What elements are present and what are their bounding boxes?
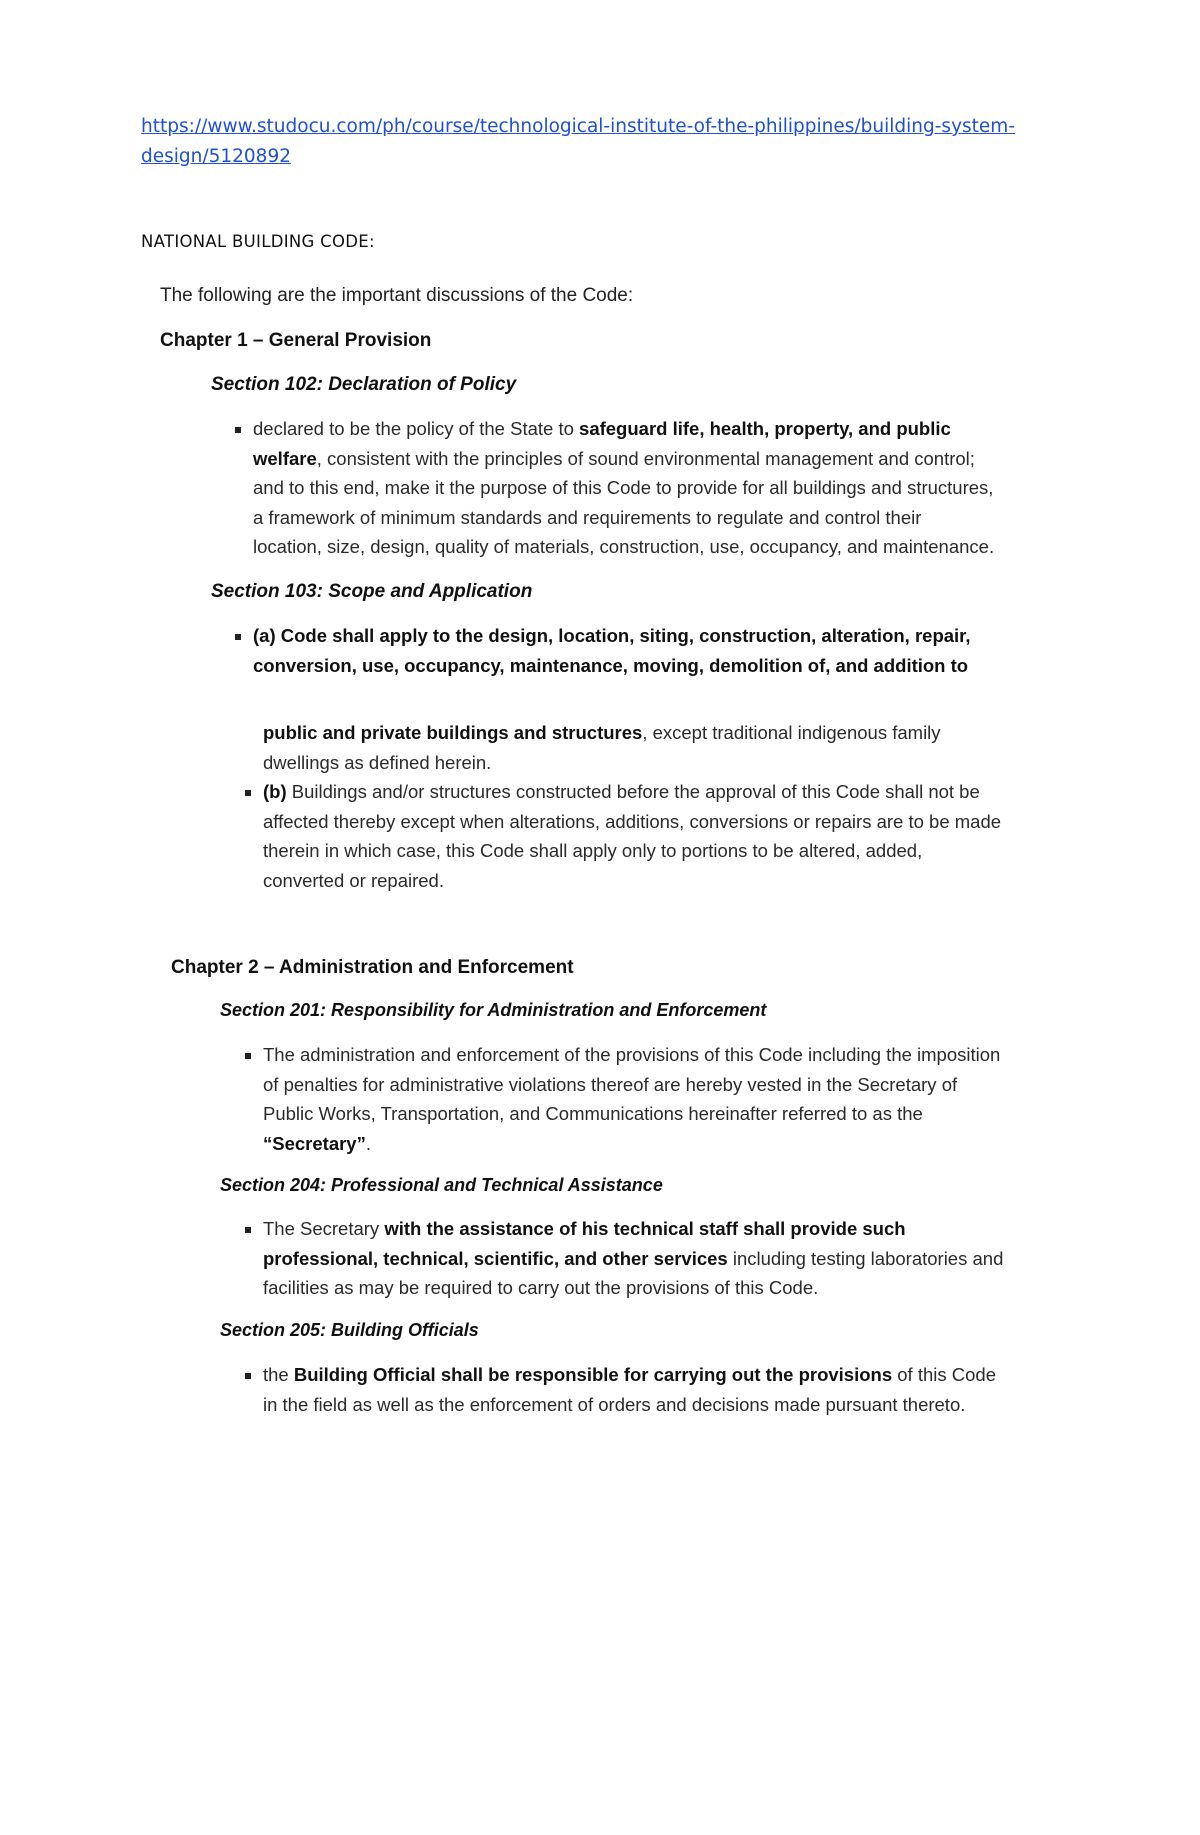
emphasis-text: public and private buildings and structures [263, 722, 643, 743]
text-run: the [263, 1364, 294, 1385]
text-line: in the field as well as the enforcement of orders and decisions made pursuant thereto. [263, 1393, 966, 1415]
bullet-icon [245, 1053, 251, 1059]
emphasis-text: (a) Code shall apply to the design, location, siting, construction, alteration, repair, [253, 625, 971, 646]
section-103a-continued [263, 718, 941, 777]
bullet-icon [245, 1227, 251, 1233]
section-103-title: Section 103: Scope and Application [211, 581, 533, 602]
source-link[interactable] [141, 112, 1021, 172]
emphasis-text: “Secretary” [263, 1132, 366, 1154]
section-204-title: Section 204: Professional and Technical Assistance [220, 1175, 663, 1195]
section-201-title: Section 201: Responsibility for Administration and Enforcement [220, 1000, 767, 1020]
text-run: . [365, 1132, 371, 1154]
document-title: NATIONAL BUILDING CODE: [141, 232, 375, 251]
bullet-icon [235, 634, 241, 640]
text-line: location, size, design, quality of materials, construction, use, occupancy, and maintenance. [253, 536, 995, 557]
source-link-line-2[interactable]: design/5120892 [141, 146, 291, 167]
section-103b-text [263, 777, 1001, 895]
chapter-2-title: Chapter 2 – Administration and Enforcement [171, 957, 574, 978]
text-line: facilities as may be required to carry out the provisions of this Code. [263, 1277, 819, 1298]
text-line: therein in which case, this Code shall apply only to portions to be altered, added, [263, 840, 923, 861]
text-line: of penalties for administrative violations thereof are hereby vested in the Secretary of [263, 1073, 958, 1095]
text-line: a framework of minimum standards and requirements to regulate and control their [253, 506, 922, 528]
intro-text: The following are the important discussions of the Code: [160, 285, 634, 306]
section-204-text [263, 1214, 1003, 1303]
section-205-title: Section 205: Building Officials [220, 1320, 479, 1340]
text-run: declared to be the policy of the State to [253, 418, 580, 439]
emphasis-text: (b) [263, 781, 287, 802]
section-102-title: Section 102: Declaration of Policy [211, 374, 517, 395]
bullet-icon [245, 790, 251, 796]
emphasis-text: safeguard life, health, property, and public [579, 418, 951, 439]
text-run: Buildings and/or structures constructed before the approval of this Code shall not be [286, 781, 980, 802]
text-run: including testing laboratories and [727, 1247, 1004, 1269]
text-run: of this Code [892, 1364, 996, 1385]
text-line: affected thereby except when alterations, additions, conversions or repairs are to be made [263, 810, 1002, 832]
text-run: , except traditional indigenous family [642, 722, 941, 743]
text-line: dwellings as defined herein. [263, 751, 492, 773]
emphasis-text: welfare [253, 447, 317, 469]
source-link-line-1[interactable]: https://www.studocu.com/ph/course/technological-institute-of-the-philippines/building-system- [141, 116, 1015, 137]
text-line: Public Works, Transportation, and Communications hereinafter referred to as the [263, 1103, 923, 1124]
bullet-icon [235, 427, 241, 433]
section-103a-text [253, 621, 971, 680]
bullet-icon [245, 1373, 251, 1379]
section-102-text [253, 414, 994, 562]
emphasis-text: professional, technical, scientific, and other services [263, 1247, 728, 1269]
text-line: The administration and enforcement of the provisions of this Code including the imposition [263, 1044, 1001, 1065]
emphasis-text: with the assistance of his technical staff shall provide such [384, 1218, 906, 1239]
text-line: converted or repaired. [263, 869, 444, 891]
text-run: , consistent with the principles of sound environmental management and control; [316, 447, 975, 469]
text-run: The Secretary [263, 1218, 385, 1239]
emphasis-text: conversion, use, occupancy, maintenance, moving, demolition of, and addition to [253, 654, 969, 676]
section-201-text [263, 1040, 1000, 1158]
text-line: and to this end, make it the purpose of this Code to provide for all buildings and structures, [253, 477, 994, 498]
emphasis-text: Building Official shall be responsible for carrying out the provisions [293, 1364, 893, 1385]
section-205-text [263, 1360, 996, 1419]
chapter-1-title: Chapter 1 – General Provision [160, 330, 432, 351]
